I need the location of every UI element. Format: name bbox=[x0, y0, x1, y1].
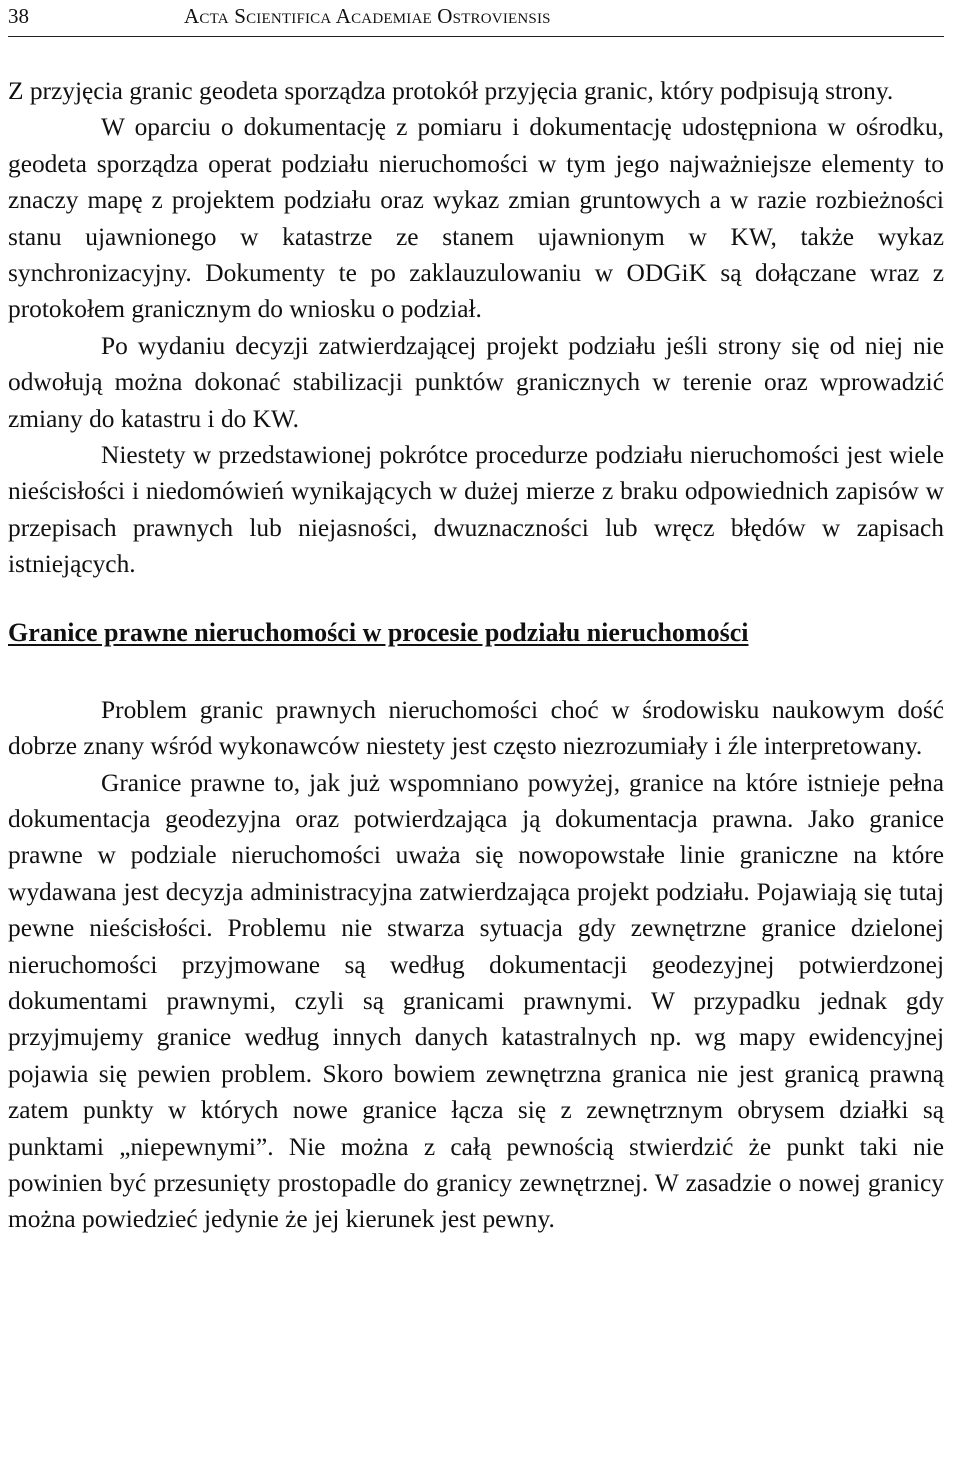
running-header bbox=[8, 0, 944, 37]
section-paragraph-1: Problem granic prawnych nieruchomości choć w środowisku naukowym dość dobrze znany wśród wykonawców niestety jest często niezrozumiały i źle interpretowany. bbox=[8, 695, 944, 761]
section-body bbox=[8, 692, 944, 1238]
section-heading: Granice prawne nieruchomości w procesie podziału nieruchomości bbox=[8, 617, 749, 647]
paragraph-1: Z przyjęcia granic geodeta sporządza protokół przyjęcia granic, który podpisują strony. bbox=[8, 77, 894, 105]
paragraph-3: Po wydaniu decyzji zatwierdzającej projekt podziału jeśli strony się od niej nie odwołują można dokonać stabilizacji punktów granicznych w terenie oraz wprowadzić zmiany do katastru i do KW. bbox=[8, 331, 944, 433]
page-number: 38 bbox=[8, 4, 29, 28]
section-paragraph-2: Granice prawne to, jak już wspomniano powyżej, granice na które istnieje pełna dokumentacja geodezyjna oraz potwierdzająca ją dokumentacja prawna. Jako granice prawne w podziale nieruchomości uważa się nowopowstałe linie graniczne na które wydawana jest decyzja administracyjna zatwierdzająca projekt podziału. Pojawiają się tutaj pewne nieścisłości. Problemu nie stwarza sytuacja gdy zewnętrzne granice dzielonej nieruchomości przyjmowane są według dokumentacji geodezyjnej potwierdzonej dokumentami prawnymi, czyli są granicami prawnymi. W przypadku jednak gdy przyjmujemy granice według innych danych katastralnych np. wg mapy ewidencyjnej pojawia się pewien problem. Skoro bowiem zewnętrzna granica nie jest granicą prawną zatem punkty w których nowe granice łącza się z zewnętrznym obrysem działki są punktami „niepewnymi”. Nie można z całą pewnością stwierdzić że punkt taki nie powinien być przesunięty prostopadle do granicy zewnętrznej. W zasadzie o nowej granicy można powiedzieć jedynie że jej kierunek jest pewny. bbox=[8, 768, 944, 1234]
body-text-top bbox=[8, 73, 944, 583]
journal-title: Acta Scientifica Academiae Ostroviensis bbox=[184, 4, 551, 28]
document-page bbox=[8, 0, 944, 1238]
paragraph-4: Niestety w przedstawionej pokrótce procedurze podziału nieruchomości jest wiele nieścisłości i niedomówień wynikających w dużej mierze z braku odpowiednich zapisów w przepisach prawnych lub niejasności, dwuznaczności lub wręcz błędów w zapisach istniejących. bbox=[8, 441, 944, 579]
paragraph-2: W oparciu o dokumentację z pomiaru i dokumentację udostępniona w ośrodku, geodeta sporządza operat podziału nieruchomości w tym jego najważniejsze elementy to znaczy mapę z projektem podziału oraz wykaz zmian gruntowych a w razie rozbieżności stanu ujawnionego w katastrze ze stanem ujawnionym w KW, także wykaz synchronizacyjny. Dokumenty te po zaklauzulowaniu w ODGiK są dołączane wraz z protokołem granicznym do wniosku o podział. bbox=[8, 113, 944, 324]
